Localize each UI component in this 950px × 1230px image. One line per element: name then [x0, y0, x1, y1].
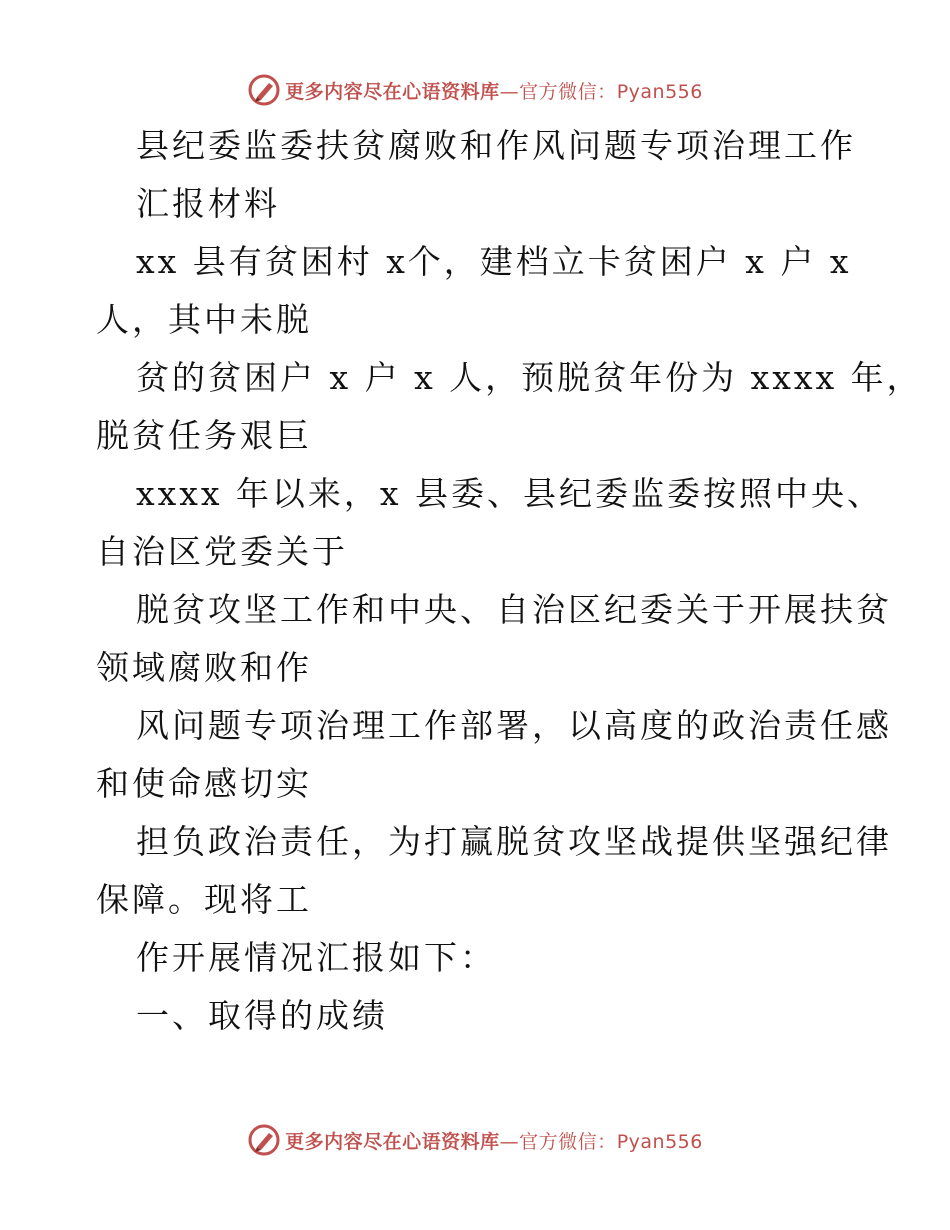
section-heading: 一、取得的成绩	[136, 996, 388, 1035]
text-line: 自治区党委关于	[96, 532, 348, 571]
text-line: xxxx 年以来，x 县委、县纪委监委按照中央、	[136, 474, 884, 513]
watermark-contact-label: 官方微信：	[519, 80, 617, 103]
text-line: 作开展情况汇报如下：	[136, 938, 496, 977]
text-line: 保障。现将工	[96, 880, 312, 919]
text-line: 脱贫任务艰巨	[96, 416, 312, 455]
watermark-text	[285, 1127, 703, 1154]
text-line: 贫的贫困户 x 户 x 人，预脱贫年份为 xxxx 年，	[136, 358, 923, 397]
doc-title-line-1: 县纪委监委扶贫腐败和作风问题专项治理工作	[136, 126, 856, 165]
text-line: 人，其中未脱	[96, 300, 312, 339]
text-line: xx 县有贫困村 x个，建档立卡贫困户 x 户 x	[136, 242, 852, 281]
watermark-site: 更多内容尽在心语资料库	[285, 1130, 500, 1153]
watermark-contact-label: 官方微信：	[519, 1130, 617, 1153]
text-line: 风问题专项治理工作部署，以高度的政治责任感	[136, 706, 892, 745]
watermark-banner-top	[0, 70, 950, 110]
text-line: 领域腐败和作	[96, 648, 312, 687]
watermark-dash: —	[499, 1130, 520, 1153]
watermark-contact-id: Pyan556	[616, 80, 703, 103]
watermark-site: 更多内容尽在心语资料库	[285, 80, 500, 103]
watermark-banner-bottom	[0, 1120, 950, 1160]
text-line: 和使命感切实	[96, 764, 312, 803]
watermark-dash: —	[499, 80, 520, 103]
doc-title-line-2: 汇报材料	[136, 184, 280, 223]
pen-logo-icon	[247, 73, 281, 107]
watermark-text	[285, 77, 703, 104]
watermark-contact-id: Pyan556	[616, 1130, 703, 1153]
text-line: 脱贫攻坚工作和中央、自治区纪委关于开展扶贫	[136, 590, 892, 629]
text-line: 担负政治责任，为打赢脱贫攻坚战提供坚强纪律	[136, 822, 892, 861]
pen-logo-icon	[247, 1123, 281, 1157]
